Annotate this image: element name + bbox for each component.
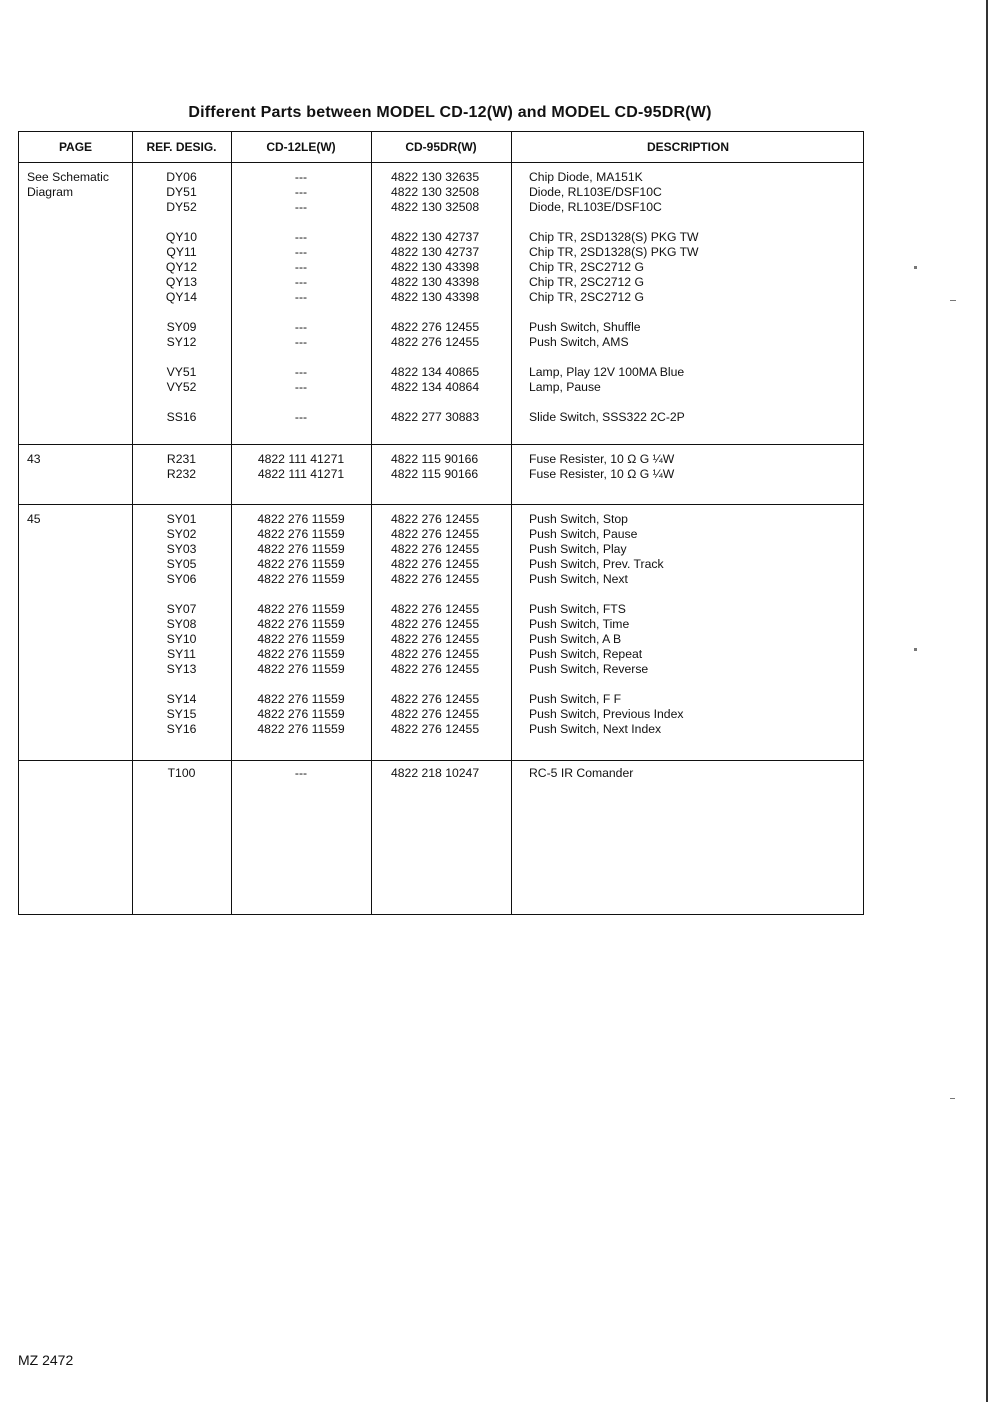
cd12-cell: 4822 276 11559 bbox=[257, 722, 345, 736]
cd95-cell: 4822 276 12455 bbox=[391, 335, 480, 349]
desc-cell: Chip TR, 2SD1328(S) PKG TW bbox=[529, 245, 699, 259]
desc-cell: Chip TR, 2SC2712 G bbox=[529, 275, 644, 289]
desc-cell: Chip TR, 2SC2712 G bbox=[529, 260, 644, 274]
scan-speck bbox=[950, 300, 956, 301]
ref-cell: QY13 bbox=[165, 275, 198, 289]
ref-cell: SY14 bbox=[166, 692, 197, 706]
cd95-cell: 4822 276 12455 bbox=[391, 542, 480, 556]
ref-cell: DY51 bbox=[166, 185, 197, 199]
cd95-cell: 4822 115 90166 bbox=[391, 452, 479, 466]
cd95-cell: 4822 130 42737 bbox=[391, 245, 480, 259]
desc-cell: Push Switch, Time bbox=[529, 617, 630, 631]
page-cell: See Schematic Diagram bbox=[27, 170, 109, 199]
cd12-cell: 4822 276 11559 bbox=[257, 572, 345, 586]
cd12-cell: 4822 276 11559 bbox=[257, 707, 345, 721]
page-cell: 43 bbox=[27, 452, 41, 466]
scan-speck bbox=[950, 1098, 955, 1099]
page-title: Different Parts between MODEL CD-12(W) and MODEL CD-95DR(W) bbox=[188, 104, 712, 121]
cd12-cell: 4822 276 11559 bbox=[257, 602, 345, 616]
cd95-cell: 4822 130 32635 bbox=[391, 170, 480, 184]
desc-cell: Push Switch, Repeat bbox=[529, 647, 643, 661]
desc-cell: Slide Switch, SSS322 2C-2P bbox=[529, 410, 685, 424]
cd95-cell: 4822 276 12455 bbox=[391, 602, 480, 616]
column-divider bbox=[132, 132, 133, 914]
cd95-cell: 4822 130 43398 bbox=[391, 290, 480, 304]
cd12-cell: 4822 276 11559 bbox=[257, 542, 345, 556]
document-code: MZ 2472 bbox=[18, 1352, 74, 1368]
cd12-cell: --- bbox=[294, 185, 308, 199]
cd95-cell: 4822 218 10247 bbox=[391, 766, 480, 780]
table-header bbox=[19, 132, 863, 163]
cd95-cell: 4822 276 12455 bbox=[391, 320, 480, 334]
cd12-cell: 4822 276 11559 bbox=[257, 692, 345, 706]
ref-cell: SS16 bbox=[166, 410, 197, 424]
ref-cell: SY08 bbox=[166, 617, 197, 631]
ref-cell: SY02 bbox=[166, 527, 197, 541]
cd12-cell: --- bbox=[294, 766, 308, 780]
ref-cell: R232 bbox=[166, 467, 197, 481]
cd95-cell: 4822 134 40864 bbox=[391, 380, 480, 394]
ref-cell: SY09 bbox=[166, 320, 197, 334]
cd12-cell: 4822 276 11559 bbox=[257, 512, 345, 526]
cd12-cell: --- bbox=[294, 200, 308, 214]
page-cell: 45 bbox=[27, 512, 41, 526]
desc-cell: Push Switch, Stop bbox=[529, 512, 628, 526]
desc-cell: Lamp, Pause bbox=[529, 380, 601, 394]
cd95-cell: 4822 130 42737 bbox=[391, 230, 480, 244]
header-cd95: CD-95DR(W) bbox=[405, 140, 477, 154]
ref-cell: SY07 bbox=[166, 602, 197, 616]
ref-cell: SY03 bbox=[166, 542, 197, 556]
cd12-cell: --- bbox=[294, 335, 308, 349]
desc-cell: Push Switch, Play bbox=[529, 542, 627, 556]
ref-cell: VY51 bbox=[166, 365, 197, 379]
desc-cell: Push Switch, Reverse bbox=[529, 662, 649, 676]
cd95-cell: 4822 277 30883 bbox=[391, 410, 480, 424]
desc-cell: Push Switch, Shuffle bbox=[529, 320, 641, 334]
column-divider bbox=[371, 132, 372, 914]
cd12-cell: 4822 111 41271 bbox=[257, 452, 345, 466]
scan-speck bbox=[914, 648, 917, 651]
ref-cell: SY01 bbox=[166, 512, 197, 526]
ref-cell: QY14 bbox=[165, 290, 198, 304]
cd12-cell: --- bbox=[294, 290, 308, 304]
cd12-cell: --- bbox=[294, 410, 308, 424]
cd95-cell: 4822 276 12455 bbox=[391, 632, 480, 646]
ref-cell: QY12 bbox=[165, 260, 198, 274]
cd95-cell: 4822 130 32508 bbox=[391, 185, 480, 199]
header-page: PAGE bbox=[58, 140, 93, 154]
cd95-cell: 4822 276 12455 bbox=[391, 662, 480, 676]
cd95-cell: 4822 276 12455 bbox=[391, 512, 480, 526]
parts-table bbox=[18, 131, 864, 915]
section-divider bbox=[19, 444, 863, 445]
desc-cell: Push Switch, AMS bbox=[529, 335, 629, 349]
cd12-cell: --- bbox=[294, 230, 308, 244]
cd12-cell: --- bbox=[294, 320, 308, 334]
cd12-cell: --- bbox=[294, 365, 308, 379]
cd95-cell: 4822 130 43398 bbox=[391, 275, 480, 289]
cd95-cell: 4822 276 12455 bbox=[391, 707, 480, 721]
cd12-cell: --- bbox=[294, 275, 308, 289]
scan-speck bbox=[914, 266, 917, 269]
cd95-cell: 4822 134 40865 bbox=[391, 365, 480, 379]
desc-cell: Lamp, Play 12V 100MA Blue bbox=[529, 365, 685, 379]
cd95-cell: 4822 276 12455 bbox=[391, 527, 480, 541]
cd95-cell: 4822 130 43398 bbox=[391, 260, 480, 274]
cd95-cell: 4822 276 12455 bbox=[391, 647, 480, 661]
desc-cell: Fuse Resister, 10 Ω G ¼W bbox=[529, 467, 675, 481]
cd12-cell: --- bbox=[294, 260, 308, 274]
desc-cell: Diode, RL103E/DSF10C bbox=[529, 200, 662, 214]
ref-cell: SY15 bbox=[166, 707, 197, 721]
cd12-cell: 4822 276 11559 bbox=[257, 647, 345, 661]
ref-cell: SY13 bbox=[166, 662, 197, 676]
desc-cell: Push Switch, FTS bbox=[529, 602, 626, 616]
ref-cell: QY10 bbox=[165, 230, 198, 244]
desc-cell: Diode, RL103E/DSF10C bbox=[529, 185, 662, 199]
ref-cell: SY11 bbox=[167, 647, 196, 661]
ref-cell: QY11 bbox=[166, 245, 197, 259]
desc-cell: Push Switch, Next Index bbox=[529, 722, 662, 736]
cd12-cell: 4822 111 41271 bbox=[257, 467, 345, 481]
ref-cell: T100 bbox=[167, 766, 196, 780]
cd95-cell: 4822 115 90166 bbox=[391, 467, 479, 481]
ref-cell: SY05 bbox=[166, 557, 197, 571]
desc-cell: Push Switch, A B bbox=[529, 632, 622, 646]
desc-cell: Push Switch, Previous Index bbox=[529, 707, 684, 721]
desc-cell: Push Switch, F F bbox=[529, 692, 622, 706]
desc-cell: Chip Diode, MA151K bbox=[529, 170, 643, 184]
column-divider bbox=[511, 132, 512, 914]
cd12-cell: 4822 276 11559 bbox=[257, 557, 345, 571]
cd95-cell: 4822 276 12455 bbox=[391, 722, 480, 736]
cd12-cell: 4822 276 11559 bbox=[257, 632, 345, 646]
cd12-cell: --- bbox=[294, 380, 308, 394]
cd12-cell: 4822 276 11559 bbox=[257, 662, 345, 676]
desc-cell: Chip TR, 2SC2712 G bbox=[529, 290, 644, 304]
ref-cell: DY52 bbox=[166, 200, 197, 214]
cd12-cell: --- bbox=[294, 245, 308, 259]
desc-cell: RC-5 IR Comander bbox=[529, 766, 634, 780]
ref-cell: SY16 bbox=[166, 722, 197, 736]
ref-cell: VY52 bbox=[166, 380, 197, 394]
ref-cell: SY12 bbox=[166, 335, 197, 349]
header-ref-desig: REF. DESIG. bbox=[146, 140, 217, 154]
cd95-cell: 4822 276 12455 bbox=[391, 572, 480, 586]
ref-cell: R231 bbox=[166, 452, 197, 466]
desc-cell: Push Switch, Prev. Track bbox=[529, 557, 664, 571]
cd95-cell: 4822 276 12455 bbox=[391, 617, 480, 631]
page-edge bbox=[986, 0, 988, 1402]
desc-cell: Fuse Resister, 10 Ω G ¼W bbox=[529, 452, 675, 466]
cd95-cell: 4822 276 12455 bbox=[391, 557, 480, 571]
desc-cell: Push Switch, Next bbox=[529, 572, 628, 586]
desc-cell: Chip TR, 2SD1328(S) PKG TW bbox=[529, 230, 699, 244]
ref-cell: DY06 bbox=[166, 170, 197, 184]
section-divider bbox=[19, 504, 863, 505]
cd12-cell: 4822 276 11559 bbox=[257, 527, 345, 541]
header-description: DESCRIPTION bbox=[646, 140, 729, 154]
cd12-cell: --- bbox=[294, 170, 308, 184]
section-divider bbox=[19, 760, 863, 761]
ref-cell: SY10 bbox=[166, 632, 197, 646]
cd95-cell: 4822 276 12455 bbox=[391, 692, 480, 706]
desc-cell: Push Switch, Pause bbox=[529, 527, 638, 541]
ref-cell: SY06 bbox=[166, 572, 197, 586]
cd95-cell: 4822 130 32508 bbox=[391, 200, 480, 214]
cd12-cell: 4822 276 11559 bbox=[257, 617, 345, 631]
header-cd12: CD-12LE(W) bbox=[266, 140, 336, 154]
